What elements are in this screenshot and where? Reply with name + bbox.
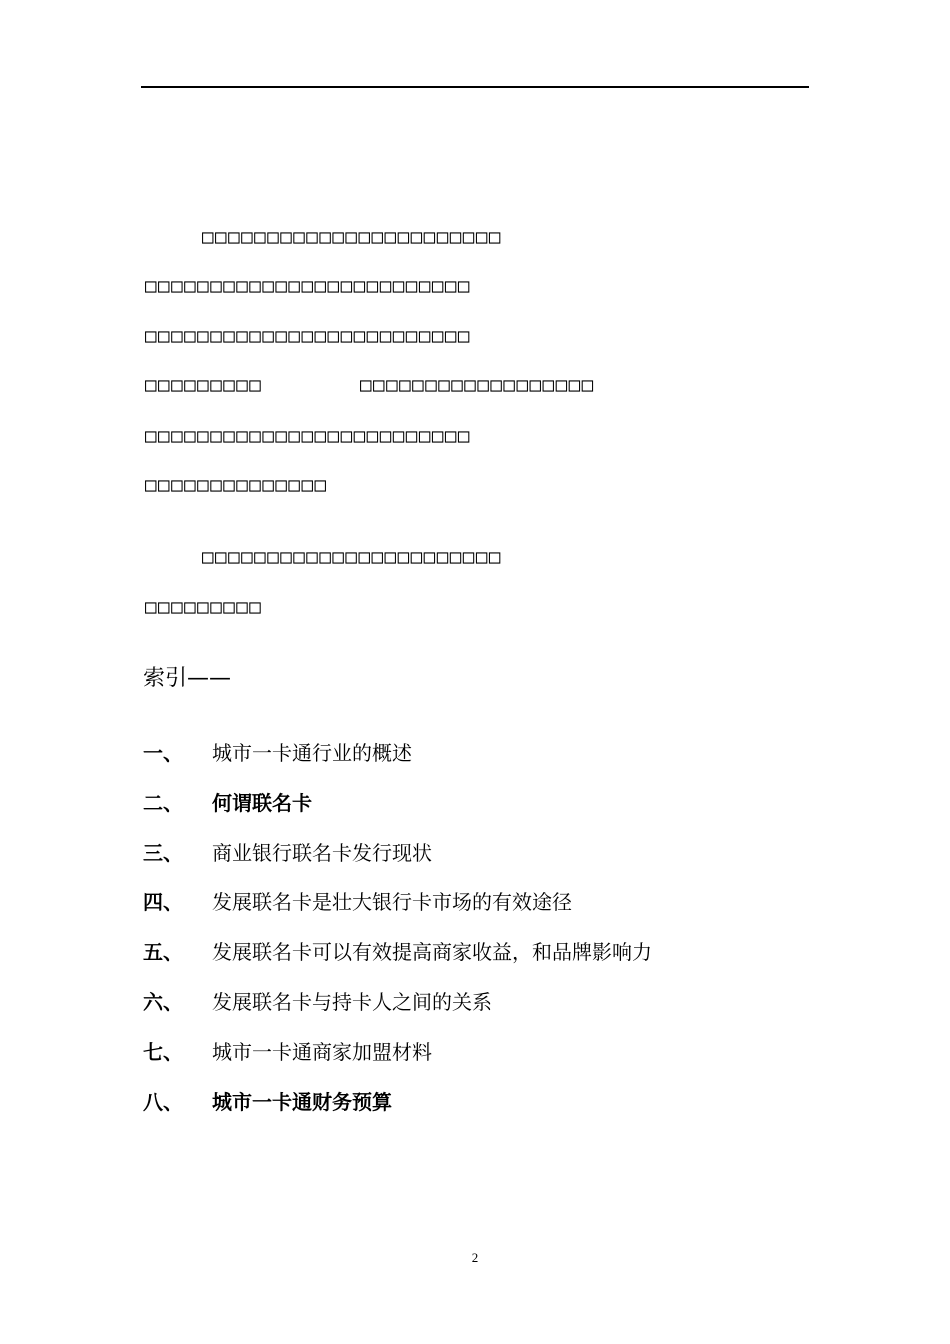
toc-item-title: 发展联名卡可以有效提高商家收益，和品牌影响力 [212, 940, 652, 964]
toc-item-number: 一、 [143, 741, 183, 765]
toc-item-number: 六、 [143, 990, 183, 1014]
toc-item [143, 738, 783, 768]
toc-item-title: 何谓联名卡 [212, 791, 312, 815]
toc-item-number: 三、 [143, 841, 183, 865]
paragraph-1-line-6: □□□□□□□□□□□□□□ [145, 474, 328, 496]
toc-item-title: 城市一卡通商家加盟材料 [212, 1040, 432, 1064]
paragraph-1-line-4b: □□□□□□□□□□□□□□□□□□ [360, 374, 595, 396]
paragraph-1-line-5: □□□□□□□□□□□□□□□□□□□□□□□□□ [145, 425, 471, 447]
toc-item [143, 937, 783, 967]
toc-item-number: 七、 [143, 1040, 183, 1064]
toc-item [143, 1037, 783, 1067]
toc-item-title: 城市一卡通行业的概述 [212, 741, 412, 765]
paragraph-1-line-4a: □□□□□□□□□ [145, 374, 263, 396]
paragraph-1-line-2: □□□□□□□□□□□□□□□□□□□□□□□□□ [145, 275, 471, 297]
toc-item [143, 838, 783, 868]
index-heading: 索引—— [143, 666, 232, 691]
paragraph-1-line-3: □□□□□□□□□□□□□□□□□□□□□□□□□ [145, 325, 471, 347]
toc-item-title: 商业银行联名卡发行现状 [212, 841, 432, 865]
paragraph-2-line-1: □□□□□□□□□□□□□□□□□□□□□□□ [202, 546, 502, 568]
toc-item [143, 987, 783, 1017]
paragraph-1-line-1: □□□□□□□□□□□□□□□□□□□□□□□ [202, 226, 502, 248]
toc-item-title: 发展联名卡是壮大银行卡市场的有效途径 [212, 890, 572, 914]
toc-item-number: 四、 [143, 890, 183, 914]
toc-item-number: 八、 [143, 1090, 183, 1114]
toc-item-number: 二、 [143, 791, 183, 815]
toc-item-title: 发展联名卡与持卡人之间的关系 [212, 990, 492, 1014]
toc-item-number: 五、 [143, 940, 183, 964]
header-rule [141, 86, 809, 88]
toc-item [143, 788, 783, 818]
toc-item [143, 1087, 783, 1117]
toc-item-title: 城市一卡通财务预算 [212, 1090, 392, 1114]
paragraph-2-line-2: □□□□□□□□□ [145, 596, 263, 618]
toc-item [143, 887, 783, 917]
page-number: 2 [471, 1250, 479, 1265]
